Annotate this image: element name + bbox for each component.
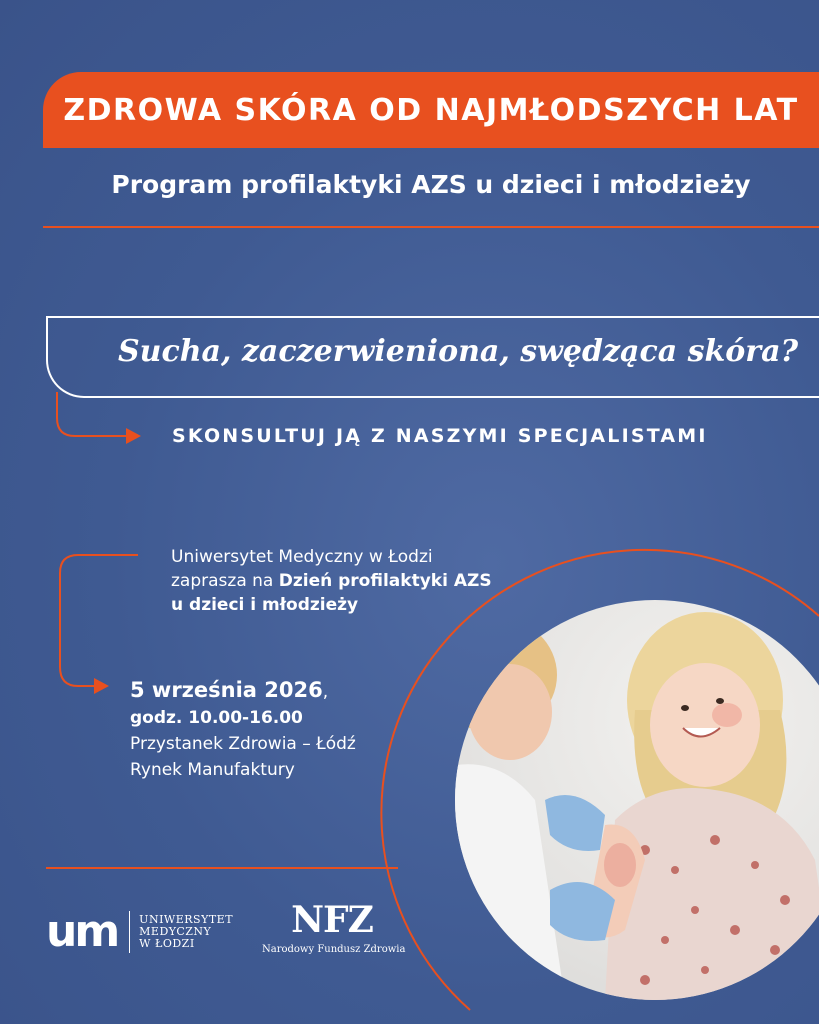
nfz-logo — [262, 899, 406, 955]
um-logo-mark: um — [46, 906, 118, 957]
invitation-event-name: Dzień profilaktyki AZS — [278, 571, 492, 591]
question-heading: Sucha, zaczerwieniona, swędząca skóra? — [118, 334, 799, 369]
event-hours: godz. 10.00-16.00 — [130, 708, 303, 728]
um-logo-separator — [129, 911, 130, 953]
page-title: ZDROWA SKÓRA OD NAJMŁODSZYCH LAT — [63, 92, 799, 128]
invitation-line-2 — [171, 569, 492, 593]
invitation-prefix: zaprasza na — [171, 571, 279, 591]
um-logo-line-2: MEDYCZNY — [139, 925, 212, 938]
event-place-1: Przystanek Zdrowia – Łódź — [130, 734, 356, 754]
event-date: 5 września 2026 — [130, 678, 323, 702]
event-date-suffix: , — [322, 682, 329, 702]
event-date-line — [130, 677, 356, 705]
glove-left — [545, 795, 605, 851]
invitation-text — [171, 545, 492, 617]
invitation-audience: u dzieci i młodzieży — [171, 595, 359, 615]
event-place-2: Rynek Manufaktury — [130, 760, 295, 780]
um-logo-text — [139, 914, 233, 950]
arrow-head-event — [94, 678, 109, 694]
invitation-line-3 — [171, 593, 492, 617]
invitation-line-1: Uniwersytet Medyczny w Łodzi — [171, 547, 433, 567]
child-face — [650, 663, 760, 787]
arrow-to-event — [60, 555, 138, 686]
arrow-to-consult — [57, 392, 130, 436]
um-logo — [46, 906, 234, 957]
um-logo-line-3: W ŁODZI — [139, 937, 195, 950]
nfz-logo-mark: NFZ — [291, 899, 373, 941]
consult-callout: SKONSULTUJ JĄ Z NASZYMI SPECJALISTAMI — [172, 425, 708, 447]
page-subtitle: Program profilaktyki AZS u dzieci i młodzieży — [111, 170, 751, 199]
event-details — [130, 677, 356, 783]
nfz-logo-name: Narodowy Fundusz Zdrowia — [262, 944, 406, 955]
arrow-head-consult — [126, 428, 141, 444]
um-logo-line-1: UNIWERSYTET — [139, 913, 234, 926]
